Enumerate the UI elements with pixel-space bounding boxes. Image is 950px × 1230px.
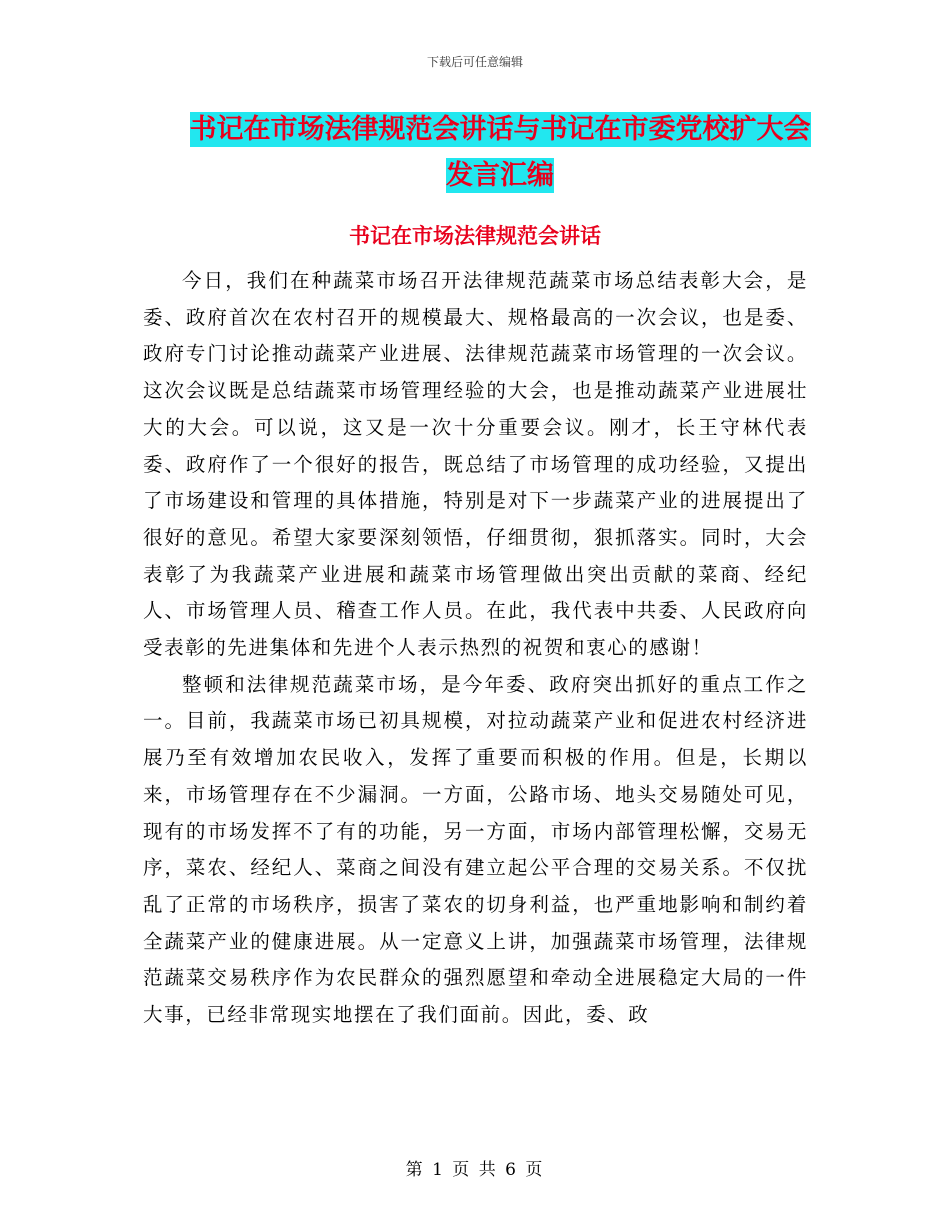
section-title: 书记在市场法律规范会讲话 — [349, 223, 601, 248]
body-text — [143, 263, 808, 1034]
header-note: 下载后可任意编辑 — [426, 55, 523, 69]
title-line-1: 书记在市场法律规范会讲话与书记在市委党校扩大会 — [189, 114, 811, 145]
document-title — [140, 107, 860, 199]
paragraph: 整顿和法律规范蔬菜市场，是今年委、政府突出抓好的重点工作之一。目前，我蔬菜市场已初具规模，对拉动蔬菜产业和促进农村经济进展乃至有效增加农民收入，发挥了重要而积极的作用。但是，长期以来，市场管理存在不少漏洞。一方面，公路市场、地头交易随处可见，现有的市场发挥不了有的功能，另一方面，市场内部管理松懈，交易无序，菜农、经纪人、菜商之间没有建立起公平合理的交易关系。不仅扰乱了正常的市场秩序，损害了菜农的切身利益，也严重地影响和制约着全蔬菜产业的健康进展。从一定意义上讲，加强蔬菜市场管理，法律规范蔬菜交易秩序作为农民群众的强烈愿望和牵动全进展稳定大局的一件大事，已经非常现实地摆在了我们面前。因此，委、政 — [143, 672, 808, 1027]
title-line-2: 发言汇编 — [446, 160, 554, 191]
paragraph: 今日，我们在种蔬菜市场召开法律规范蔬菜市场总结表彰大会，是委、政府首次在农村召开的规模最大、规格最高的一次会议，也是委、政府专门讨论推动蔬菜产业进展、法律规范蔬菜市场管理的一次会议。这次会议既是总结蔬菜市场管理经验的大会，也是推动蔬菜产业进展壮大的大会。可以说，这又是一次十分重要会议。刚才，长王守林代表委、政府作了一个很好的报告，既总结了市场管理的成功经验，又提出了市场建设和管理的具体措施，特别是对下一步蔬菜产业的进展提出了很好的意见。希望大家要深刻领悟，仔细贯彻，狠抓落实。同时，大会表彰了为我蔬菜产业进展和蔬菜市场管理做出突出贡献的菜商、经纪人、市场管理人员、稽查工作人员。在此，我代表中共委、人民政府向受表彰的先进集体和先进个人表示热烈的祝贺和衷心的感谢！ — [143, 269, 808, 660]
page-number-footer: 第 1 页 共 6 页 — [405, 1160, 545, 1180]
